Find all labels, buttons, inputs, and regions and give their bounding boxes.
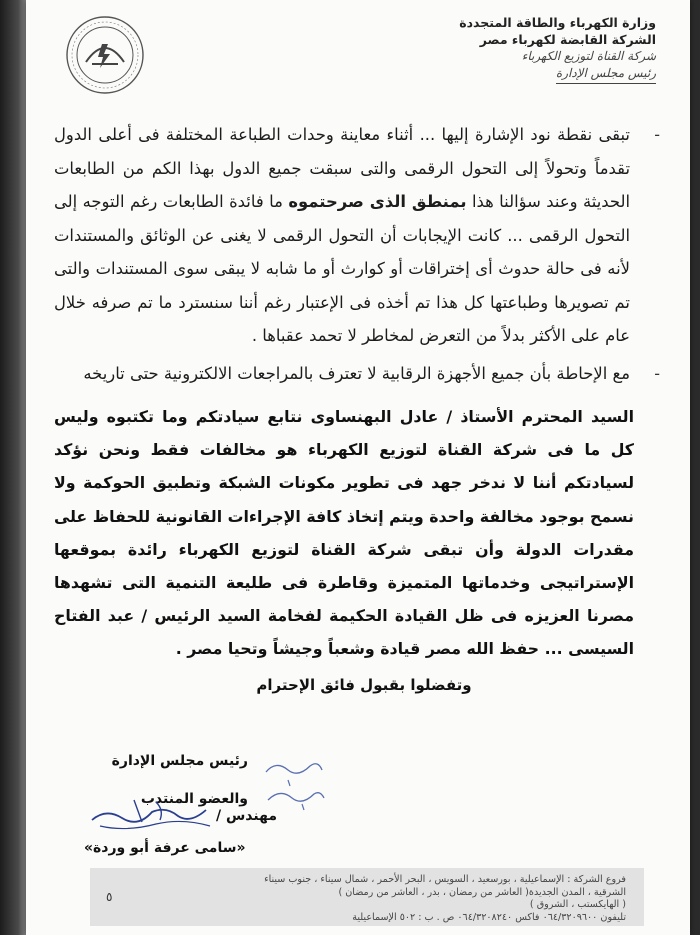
bullet-paragraph-1: [54, 118, 660, 353]
footer-contact: تليفون ٠٦٤/٣٢٠٩٦٠٠ فاكس ٠٦٤/٣٢٠٨٢٤٠ ص . ب : ٥٠٢ الإسماعيلية: [352, 911, 626, 923]
signatory-title-2: والعضو المنتدب: [140, 791, 248, 807]
scan-edge: [0, 0, 26, 935]
bullet-dash-icon: -: [654, 125, 660, 144]
distribution-company-name: شركة القناة لتوزيع الكهرباء: [521, 49, 656, 63]
signatory-name: «سامى عرفة أبو وردة»: [84, 840, 246, 856]
page-number: ٥: [106, 890, 113, 904]
footer-address: [186, 874, 626, 924]
paragraph-text: ما فائدة الطابعات رغم التوجه إلى التحول الرقمى ... كانت الإيجابات أن التحول الرقمى لا يغنى عن الوثائق والمستندات لأنه فى حالة حدوث أى إختراقات أو كوارث أو ما شابه لا يبقى سوى المستندات والتى تم تصويرها وطباعتها كل هذا تم أخذه فى الإعتبار رغم أننا سنسترد ما تم صرفه خلال عام على الأكثر بدلاً من التعرض لمخاطر لا تحمد عقباها .: [54, 192, 630, 345]
closing-line: وتفضلوا بقبول فائق الإحترام: [256, 675, 472, 694]
ministry-name: وزارة الكهرباء والطاقة المتجددة: [459, 15, 656, 30]
letterhead: [376, 14, 656, 84]
bullet-paragraph-2: [54, 357, 660, 391]
addressee-paragraph: السيد المحترم الأستاذ / عادل البهنساوى نتابع سيادتكم وما تكتبوه وليس كل ما فى شركة القناة لتوزيع الكهرباء هو مخالفات فقط ونحن نؤكد لسيادتكم أننا لا ندخر جهد فى تطوير مكونات الشبكة وتطبيق الحوكمة ولا نسمح بوجود مخالفة واحدة ويتم إتخاذ كافة الإجراءات القانونية للحفاظ على مقدرات الدولة وأن تبقى شركة القناة لتوزيع الكهرباء رائدة بموقعها الإستراتيجى وخدماتها المتميزة وقاطرة فى طليعة التنمية التى تشهدها مصرنا العزيزه فى ظل القيادة الحكيمة لفخامة السيد الرئيس / عبد الفتاح السيسى ... حفظ الله مصر قيادة وشعباً وجيشاً وتحيا مصر .: [54, 407, 634, 659]
footer-cities-2: ( الهايكستب ، الشروق ): [529, 899, 626, 910]
office-title: رئيس مجلس الإدارة: [556, 65, 656, 84]
handwritten-note-icon: [258, 752, 328, 822]
engineer-label: مهندس /: [216, 808, 278, 824]
footer-branches: فروع الشركة : الإسماعيلية ، بورسعيد ، السويس ، البحر الأحمر ، شمال سيناء ، جنوب سيناء: [264, 874, 626, 885]
footer-cities: الشرقية ، المدن الجديدة( العاشر من رمضان ، بدر ، العاشر من رمضان ): [338, 886, 626, 898]
paragraph-text: تبقى نقطة نود الإشارة إليها ... أثناء معاينة وحدات الطباعة المختلفة فى أعلى الدول تقدماً وتحولاً إلى التحول الرقمى والتى سبقت جميع الدول بهذا الكم من الطابعات الحديثة وعند سؤالنا هذا: [54, 125, 631, 211]
bullet-dash-icon: -: [654, 363, 660, 383]
handwritten-signature-icon: [86, 790, 216, 840]
paragraph-emphasis: بمنطق الذى صرحتموه: [288, 192, 467, 211]
holding-company-name: الشركة القابضة لكهرباء مصر: [479, 32, 656, 47]
letter-body: [54, 118, 660, 694]
signatory-title-1: رئيس مجلس الإدارة: [111, 753, 248, 769]
paragraph-text: مع الإحاطة بأن جميع الأجهزة الرقابية لا تعترف بالمراجعات الالكترونية حتى تاريخه: [83, 363, 630, 383]
document-page: [26, 0, 690, 935]
page-footer: [90, 868, 644, 926]
company-logo-icon: [64, 14, 146, 96]
